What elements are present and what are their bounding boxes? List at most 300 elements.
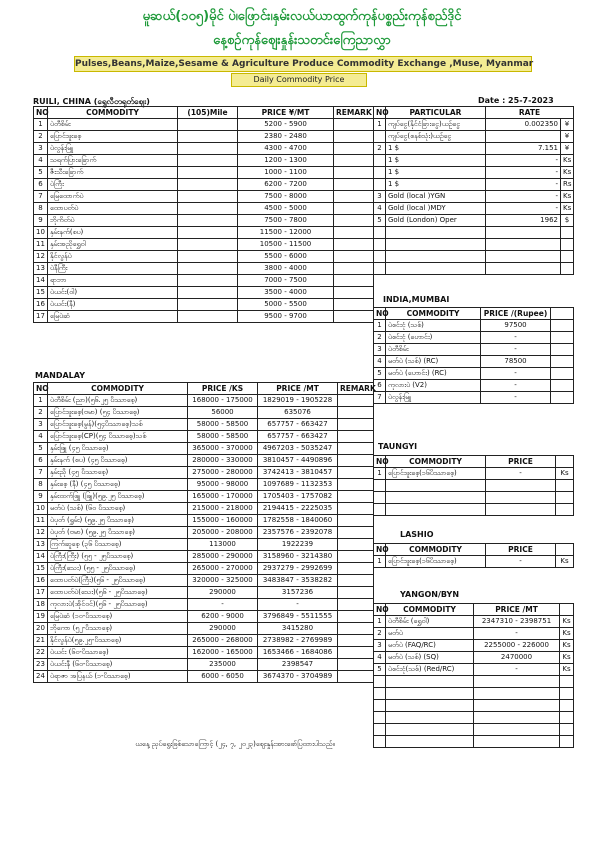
row-number: 1	[374, 320, 386, 332]
table-row	[374, 320, 574, 332]
price-mt-cell: 3796849 - 5511555	[258, 611, 338, 623]
table-row	[34, 467, 374, 479]
empty-row	[374, 480, 574, 492]
row-number: 4	[34, 155, 48, 167]
commodity-name: ပြောင်းဖူးစေ့(မွန်)(၅၄ပိဿာစေ့)သစ်	[48, 419, 188, 431]
table-row	[374, 155, 574, 167]
remark-cell	[334, 287, 374, 299]
empty-cell	[374, 263, 386, 275]
table-row	[374, 652, 574, 664]
table-row	[34, 203, 374, 215]
row-number: 2	[374, 143, 386, 155]
empty-cell	[374, 492, 386, 504]
table-row	[34, 563, 374, 575]
price-mt-cell: 2398547	[258, 659, 338, 671]
row-number: 21	[34, 635, 48, 647]
price-mt-cell: 3157236	[258, 587, 338, 599]
empty-cell	[386, 492, 486, 504]
mile-cell	[178, 275, 238, 287]
india-price-table	[373, 307, 574, 404]
col-remark: REMARK	[334, 107, 374, 119]
empty-cell	[474, 700, 560, 712]
remark-cell	[338, 647, 374, 659]
remark-cell	[338, 611, 374, 623]
table-row	[374, 203, 574, 215]
remark-cell	[334, 179, 374, 191]
col-rate: RATE	[486, 107, 574, 119]
row-number: 5	[374, 215, 386, 227]
col-commodity: COMMODITY	[386, 456, 486, 468]
row-number: 4	[34, 431, 48, 443]
mile-cell	[178, 239, 238, 251]
empty-cell	[386, 239, 486, 251]
unit-cell: ¥	[561, 143, 574, 155]
price-mt-cell: 3415280	[258, 623, 338, 635]
empty-cell	[486, 263, 561, 275]
unit-cell: Ks	[561, 191, 574, 203]
price-cell: 2347310 - 2398751	[474, 616, 560, 628]
empty-cell	[386, 712, 474, 724]
remark-cell	[334, 203, 374, 215]
commodity-name: ပဲစင်းငုံ (ဟောင်း)	[386, 332, 481, 344]
price-cell: 2255000 - 226000	[474, 640, 560, 652]
price-mt-cell: 1705403 - 1757082	[258, 491, 338, 503]
empty-cell	[556, 480, 574, 492]
row-number: 3	[34, 143, 48, 155]
unit-cell: ¥	[561, 131, 574, 143]
row-number: 2	[34, 407, 48, 419]
col-remark: REMARK	[338, 383, 374, 395]
table-row	[34, 659, 374, 671]
empty-cell	[556, 492, 574, 504]
commodity-name: ဘိုကော (၅၂-ပိဿာစေ့)	[48, 623, 188, 635]
mile-cell	[178, 131, 238, 143]
remark-cell	[338, 551, 374, 563]
commodity-name: မတ်ပဲ (ဟောင်း) (RC)	[386, 368, 481, 380]
row-number: 16	[34, 575, 48, 587]
commodity-name: ပဲလွန်းမြူ	[48, 143, 178, 155]
table-row	[34, 455, 374, 467]
remark-cell	[334, 275, 374, 287]
rate-cell: -	[486, 155, 561, 167]
empty-cell	[386, 700, 474, 712]
row-number: 23	[34, 659, 48, 671]
col-no: NO	[374, 308, 386, 320]
price-cell: -	[474, 628, 560, 640]
col-mile: (105)Mile	[178, 107, 238, 119]
remark-cell	[334, 167, 374, 179]
daily-price-label: Daily Commodity Price	[231, 73, 367, 87]
mile-cell	[178, 311, 238, 323]
commodity-name: ပြောင်းဖူးစေ့(CP)(၅၄ ပိဿာစေ့)သစ်	[48, 431, 188, 443]
remark-cell	[334, 119, 374, 131]
price-cell: 9500 - 9700	[238, 311, 334, 323]
col-price-mt: PRICE /MT	[474, 604, 560, 616]
price-mt-cell: 657757 - 663427	[258, 431, 338, 443]
row-number: 1	[374, 119, 386, 131]
unit-cell: Ks	[561, 203, 574, 215]
row-number: 6	[34, 179, 48, 191]
commodity-name: ပဲယင်း(နီ)	[48, 299, 178, 311]
empty-row	[374, 251, 574, 263]
table-row	[34, 407, 374, 419]
rate-cell: 7.151	[486, 143, 561, 155]
rate-cell: -	[486, 179, 561, 191]
price-mt-cell: 3742413 - 3810457	[258, 467, 338, 479]
mile-cell	[178, 119, 238, 131]
unit-cell: $	[561, 215, 574, 227]
table-row	[34, 479, 374, 491]
commodity-name: ပဲတီစိမ်း	[386, 344, 481, 356]
empty-cell	[560, 712, 574, 724]
empty-cell	[474, 676, 560, 688]
commodity-name: ကုလားပဲ (V2)	[386, 380, 481, 392]
row-number: 9	[34, 215, 48, 227]
table-row	[34, 239, 374, 251]
remark-cell	[338, 467, 374, 479]
table-row	[34, 395, 374, 407]
rate-cell	[486, 131, 561, 143]
unit-cell: Ks	[560, 664, 574, 676]
price-mt-cell: 2357576 - 2392078	[258, 527, 338, 539]
empty-row	[374, 263, 574, 275]
lashio-price-table	[373, 543, 574, 568]
commodity-name: ထောပတ်ပဲ(သေး)(၅၆ - ၂၅ပိဿာစေ့)	[48, 587, 188, 599]
row-number: 2	[34, 131, 48, 143]
footer-note: ယနေ့ ညှပ်ရွေးဖြစ်သောကြောင့် (၂၄, ၇, ၂၀၂၃)စျေးနှုန်းအားဖော်ပြထားပါသည်။	[135, 740, 335, 748]
yangon-location: YANGON/BYN	[400, 590, 460, 599]
mandalay-location: MANDALAY	[35, 371, 85, 380]
price-cell: -	[481, 368, 551, 380]
price-mt-cell: 1097689 - 1132353	[258, 479, 338, 491]
empty-cell	[561, 251, 574, 263]
row-number: 1	[374, 468, 386, 480]
commodity-name: မတ်ပဲ (သစ်) (၆၀ ပိဿာစေ့)	[48, 503, 188, 515]
row-number: 11	[34, 515, 48, 527]
table-row	[34, 515, 374, 527]
unit-cell: ¥	[561, 119, 574, 131]
row-number: 15	[34, 287, 48, 299]
row-number: 2	[374, 332, 386, 344]
price-cell: 5200 - 5900	[238, 119, 334, 131]
sheet-title-line1: မူဆယ်(၁၀၅)မိုင် ပဲ၊ဖြောင်း၊နှမ်းလယ်ယာထွက်ကုန်ပစ္စည်းကုန်စည်ဒိုင်	[142, 9, 462, 24]
remark-cell	[338, 491, 374, 503]
price-cell: 97500	[481, 320, 551, 332]
commodity-name: ပဲတီစိမ်း (ရွှေဝါ)	[386, 616, 474, 628]
exchange-rate-table	[373, 106, 574, 275]
mile-cell	[178, 299, 238, 311]
price-ks-cell: 235000	[188, 659, 258, 671]
row-number: 20	[34, 623, 48, 635]
row-number: 1	[34, 395, 48, 407]
price-ks-cell: 280000 - 330000	[188, 455, 258, 467]
table-row	[374, 143, 574, 155]
remark-cell	[334, 143, 374, 155]
commodity-name: ပဲယင်း(ဝါ)	[48, 287, 178, 299]
empty-row	[374, 700, 574, 712]
price-cell: -	[486, 556, 556, 568]
table-row	[34, 311, 374, 323]
commodity-name: ပဲပုတ် (ဗမာ) (၅၉.၂၅ ပိဿာစေ့)	[48, 527, 188, 539]
commodity-name: နှမ်းစေ့ (နီ) (၄၅ ပိဿာစေ့)	[48, 479, 188, 491]
unit-cell: Rs	[561, 179, 574, 191]
table-row	[374, 119, 574, 131]
row-number: 1	[374, 616, 386, 628]
row-number: 3	[374, 344, 386, 356]
row-number: 8	[34, 479, 48, 491]
remark-cell	[338, 587, 374, 599]
price-ks-cell: 290000	[188, 623, 258, 635]
commodity-name: မြေပဲဆံ	[48, 311, 178, 323]
empty-cell	[386, 724, 474, 736]
empty-cell	[560, 688, 574, 700]
empty-row	[374, 688, 574, 700]
price-cell: 7000 - 7500	[238, 275, 334, 287]
remark-cell	[338, 659, 374, 671]
table-row	[34, 143, 374, 155]
empty-cell	[374, 504, 386, 516]
commodity-name: ပဲတီစိမ်း (ညာ)(၅၆.၂၅ ပိဿာစေ့)	[48, 395, 188, 407]
row-number: 4	[374, 356, 386, 368]
blank-cell	[551, 368, 574, 380]
particular-name: 1 $	[386, 167, 486, 179]
commodity-name: ပဲကြီး(ကြီး) (၅၅ - ၂၅ပိဿာစေ့)	[48, 551, 188, 563]
col-no: NO	[34, 107, 48, 119]
commodity-name: ကြက်ဆူစေ့ (၃၆ ပိဿာစေ့)	[48, 539, 188, 551]
commodity-name: မြေပဲဆံ (၁၀-ပိဿာစေ့)	[48, 611, 188, 623]
commodity-name: ထောပတ်ပဲ	[48, 203, 178, 215]
row-number: 15	[34, 563, 48, 575]
table-row	[34, 119, 374, 131]
table-row	[34, 527, 374, 539]
commodity-name: သရက်ပြားခြောက်	[48, 155, 178, 167]
commodity-name: ရာဘာ	[48, 275, 178, 287]
commodity-name: မတ်ပဲ	[386, 628, 474, 640]
price-ks-cell: 265000 - 270000	[188, 563, 258, 575]
particular-name: ကျပ်ငွေ(စနစ်သုံး)ယဉ်ငွေ	[386, 131, 486, 143]
price-cell: 11500 - 12000	[238, 227, 334, 239]
row-number: 18	[34, 599, 48, 611]
empty-cell	[561, 239, 574, 251]
commodity-name: ပဲစင်းငုံ(သစ်) (Red/RC)	[386, 664, 474, 676]
price-cell: 5500 - 6000	[238, 251, 334, 263]
exchange-banner: Pulses,Beans,Maize,Sesame & Agriculture Produce Commodity Exchange ,Muse, Myanmar	[74, 56, 532, 72]
price-ks-cell: 6200 - 9000	[188, 611, 258, 623]
remark-cell	[338, 623, 374, 635]
remark-cell	[338, 419, 374, 431]
commodity-name: နှမ်းနက်(စပ)	[48, 227, 178, 239]
remark-cell	[338, 599, 374, 611]
table-row	[34, 611, 374, 623]
price-ks-cell: 320000 - 325000	[188, 575, 258, 587]
col-blank	[556, 544, 574, 556]
empty-cell	[374, 724, 386, 736]
col-no: NO	[374, 456, 386, 468]
col-price-mt: PRICE /MT	[258, 383, 338, 395]
price-cell: -	[481, 392, 551, 404]
row-number: 3	[374, 191, 386, 203]
commodity-name: ပဲစင်းငုံ (သစ်)	[386, 320, 481, 332]
row-number: 6	[374, 380, 386, 392]
price-mt-cell: 1829019 - 1905228	[258, 395, 338, 407]
empty-cell	[486, 504, 556, 516]
commodity-name: မတ်ပဲ (သစ်) (RC)	[386, 356, 481, 368]
price-ks-cell: 162000 - 165000	[188, 647, 258, 659]
remark-cell	[338, 671, 374, 683]
commodity-name: မတ်ပဲ (သစ်) (SQ)	[386, 652, 474, 664]
price-ks-cell: 205000 - 208000	[188, 527, 258, 539]
row-number: 16	[34, 299, 48, 311]
commodity-name: ပဲရာဇာ အပြနယ် (၁-ပိဿာစေ့)	[48, 671, 188, 683]
mile-cell	[178, 203, 238, 215]
col-commodity: COMMODITY	[386, 604, 474, 616]
price-ks-cell: 95000 - 98000	[188, 479, 258, 491]
commodity-name: နှမ်းထက်ဖြူ (ဖြူ)(၅၉.၂၅ ပိဿာစေ့)	[48, 491, 188, 503]
table-row	[34, 635, 374, 647]
price-ks-cell: -	[188, 599, 258, 611]
price-cell: -	[474, 664, 560, 676]
empty-cell	[474, 688, 560, 700]
row-number: 4	[374, 652, 386, 664]
table-row	[374, 392, 574, 404]
table-row	[34, 587, 374, 599]
remark-cell	[338, 527, 374, 539]
price-cell: 7500 - 7800	[238, 215, 334, 227]
blank-cell	[551, 356, 574, 368]
mile-cell	[178, 155, 238, 167]
commodity-name: မြေထောက်ပဲ	[48, 191, 178, 203]
table-row	[374, 131, 574, 143]
table-row	[34, 599, 374, 611]
empty-cell	[386, 263, 486, 275]
commodity-name: ပဲပုတ် (ရွှမ်း) (၅၉.၂၅ ပိဿာစေ့)	[48, 515, 188, 527]
row-number: 22	[34, 647, 48, 659]
col-blank	[551, 308, 574, 320]
rate-cell: 0.002350	[486, 119, 561, 131]
col-blank	[560, 604, 574, 616]
col-no: NO	[34, 383, 48, 395]
table-row	[34, 287, 374, 299]
table-row	[34, 179, 374, 191]
mile-cell	[178, 263, 238, 275]
row-number: 2	[374, 628, 386, 640]
mile-cell	[178, 227, 238, 239]
blank-cell	[551, 332, 574, 344]
price-cell: 4300 - 4700	[238, 143, 334, 155]
commodity-name: ပြောင်းဖူးစေ့(၁၆ပိဿာစေ့)	[386, 556, 486, 568]
remark-cell	[334, 263, 374, 275]
empty-cell	[374, 239, 386, 251]
col-price: PRICE	[486, 544, 556, 556]
commodity-name: နှမ်းညို (၄၅ ပိဿာစေ့)	[48, 467, 188, 479]
empty-cell	[560, 736, 574, 748]
price-mt-cell: 1653466 - 1684086	[258, 647, 338, 659]
row-number: 17	[34, 311, 48, 323]
empty-cell	[386, 227, 486, 239]
col-price-rupee: PRICE /(Rupee)	[481, 308, 551, 320]
table-row	[374, 628, 574, 640]
empty-cell	[486, 239, 561, 251]
unit-cell: Ks	[560, 640, 574, 652]
row-number: 3	[374, 640, 386, 652]
commodity-name: ဇီးသီးခြောက်	[48, 167, 178, 179]
price-cell: 2380 - 2480	[238, 131, 334, 143]
unit-cell: Ks	[561, 167, 574, 179]
table-row	[34, 431, 374, 443]
remark-cell	[338, 563, 374, 575]
col-commodity: COMMODITY	[48, 107, 178, 119]
rate-cell: -	[486, 203, 561, 215]
empty-cell	[486, 227, 561, 239]
price-ks-cell: 275000 - 280000	[188, 467, 258, 479]
empty-row	[374, 239, 574, 251]
table-row	[34, 539, 374, 551]
price-ks-cell: 58000 - 58500	[188, 419, 258, 431]
price-mt-cell: 3674370 - 3704989	[258, 671, 338, 683]
col-commodity: COMMODITY	[386, 544, 486, 556]
table-row	[34, 251, 374, 263]
price-cell: -	[486, 468, 556, 480]
row-number: 12	[34, 527, 48, 539]
ruili-price-table	[33, 106, 374, 323]
empty-cell	[386, 480, 486, 492]
price-mt-cell: 2738982 - 2769989	[258, 635, 338, 647]
price-ks-cell: 165000 - 170000	[188, 491, 258, 503]
row-number	[374, 131, 386, 143]
price-ks-cell: 285000 - 290000	[188, 551, 258, 563]
commodity-name: ဘိုကိတ်ပဲ	[48, 215, 178, 227]
remark-cell	[334, 191, 374, 203]
row-number: 1	[374, 556, 386, 568]
row-number: 8	[34, 203, 48, 215]
commodity-name: ပဲနီကြီး	[48, 263, 178, 275]
col-commodity: COMMODITY	[386, 308, 481, 320]
commodity-name: ပြောင်းဖူးစေ့	[48, 131, 178, 143]
price-cell: 4500 - 5000	[238, 203, 334, 215]
price-cell: 3500 - 4000	[238, 287, 334, 299]
remark-cell	[338, 443, 374, 455]
ruili-location: RUILI, CHINA (ရွှေလီတရုတ်စျေး)	[33, 97, 150, 106]
row-number: 5	[34, 443, 48, 455]
table-row	[374, 215, 574, 227]
row-number: 13	[34, 539, 48, 551]
row-number: 4	[374, 203, 386, 215]
row-number: 12	[34, 251, 48, 263]
blank-cell	[551, 392, 574, 404]
col-no: NO	[374, 544, 386, 556]
remark-cell	[334, 251, 374, 263]
remark-cell	[334, 131, 374, 143]
yangon-price-table	[373, 603, 574, 748]
row-number: 5	[34, 167, 48, 179]
row-number: 24	[34, 671, 48, 683]
remark-cell	[338, 503, 374, 515]
commodity-name: ပဲလွန်းမြူ	[386, 392, 481, 404]
commodity-name: ပဲကြီး	[48, 179, 178, 191]
empty-cell	[386, 688, 474, 700]
unit-cell: Ks	[556, 556, 574, 568]
price-cell: 78500	[481, 356, 551, 368]
empty-cell	[386, 504, 486, 516]
mile-cell	[178, 179, 238, 191]
table-row	[34, 191, 374, 203]
row-number: 10	[34, 503, 48, 515]
price-ks-cell: 290000	[188, 587, 258, 599]
table-row	[34, 647, 374, 659]
price-mt-cell: 4967203 - 5035247	[258, 443, 338, 455]
remark-cell	[338, 515, 374, 527]
empty-cell	[556, 504, 574, 516]
